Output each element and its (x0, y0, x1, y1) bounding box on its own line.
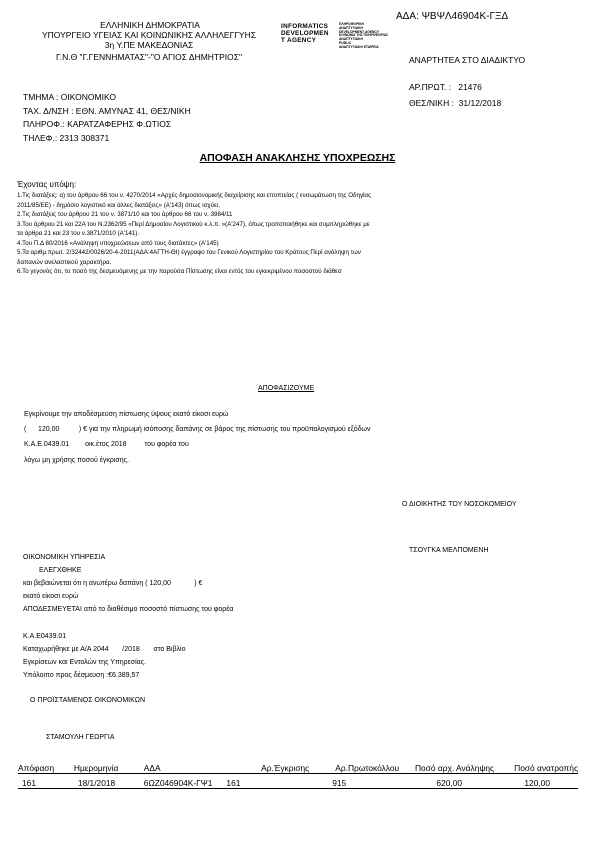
consideration-item: 2.Τις διατάξεις του άρθρου 21 του ν. 3871/10 και του άρθρου 66 του ν. 3984/11 (17, 211, 233, 218)
finance-service: ΟΙΚΟΝΟΜΙΚΗ ΥΠΗΡΕΣΙΑ (23, 554, 106, 561)
register-col-decision: Απόφαση (18, 763, 74, 774)
finance-amount-words: εκατό είκοσι ευρώ (23, 593, 79, 600)
decision-kae: Κ.Α.Ε.0439.01 (24, 441, 70, 448)
register-cell-date: 18/1/2018 (74, 774, 144, 789)
finance-checked: ΕΛΕΓΧΘΗΚΕ (39, 567, 82, 574)
register-col-initial-amount: Ποσό αρχ. Ανάληψης (399, 763, 494, 774)
finance-certify: και βεβαιώνεται ότι η ανωτέρω δαπάνη ( 120,00 ) € (23, 580, 203, 587)
finance-block (23, 551, 233, 616)
finance-head-name: ΣΤΑΜΟΥΛΗ ΓΕΩΡΓΙΑ (46, 734, 115, 741)
decision-year: οικ.έτος 2018 (85, 441, 127, 448)
finance-kae: Κ.Α.Ε0439.01 (23, 633, 67, 640)
register-cell-reversal-amount: 120,00 (494, 774, 578, 789)
address-line: ΤΑΧ. Δ/ΝΣΗ : ΕΘΝ. ΑΜΥΝΑΣ 41, ΘΕΣ/ΝΙΚΗ (23, 105, 191, 116)
register-col-reversal-amount: Ποσό ανατροπής (494, 763, 578, 774)
register-col-date: Ημερομηνία (74, 763, 144, 774)
decision-amount: 120,00 (38, 426, 60, 433)
register-cell-approval-no: 161 (212, 774, 309, 789)
document-title: ΑΠΟΦΑΣΗ ΑΝΑΚΛΗΣΗΣ ΥΠΟΧΡΕΩΣΗΣ (199, 152, 396, 164)
considerations-heading: Έχοντας υπόψη: (17, 180, 77, 189)
department-line: ΤΜΗΜΑ : ΟΙΚΟΝΟΜΙΚΟ (23, 92, 116, 102)
director-title: Ο ΔΙΟΙΚΗΤΗΣ ΤΟΥ ΝΟΣΟΚΟΜΕΙΟΥ (402, 501, 517, 508)
register-cell-protocol-no: 915 (309, 774, 399, 789)
org-line: Γ.Ν.Θ "Γ.ΓΕΝΝΗΜΑΤΑΣ"-"Ο ΑΓΙΟΣ ΔΗΜΗΤΡΙΟΣ" (55, 52, 243, 62)
register-col-ada: ΑΔΑ (144, 763, 213, 774)
document-date: ΘΕΣ/ΝΙΚΗ : 31/12/2018 (409, 98, 502, 108)
register-cell-decision: 161 (18, 774, 74, 789)
org-block (0, 20, 298, 62)
decision-line-budget (24, 440, 189, 450)
org-line: 3η Υ.ΠΕ ΜΑΚΕΔΟΝΙΑΣ (104, 40, 194, 50)
finance-book: Εγκρίσεων και Εντολών της Υπηρεσίας. (23, 659, 147, 666)
decision-line-reason: λόγω μη χρήσης ποσού έγκρισης. (24, 457, 129, 464)
ada-code: ΑΔΑ: ΨΒΨΛ46904Κ-ΓΞΔ (396, 11, 509, 22)
phone-line: ΤΗΛΕΦ.: 2313 308371 (23, 132, 110, 143)
consideration-item: 6.Το γεγονός ότι, το ποσό της δεσμευόμενης με την παρούσα Πίστωσης είναι εντός του εγκεκριμένου ποσοστού διάθεσ (17, 268, 342, 275)
posting-note: ΑΝΑΡΤΗΤΕΑ ΣΤΟ ΔΙΑΔΙΚΤΥΟ (409, 55, 526, 65)
department-info (23, 91, 191, 145)
consideration-item: 3.Του άρθρου 21 και 22Α του Ν.2362/95 «Περί Δημοσίου Λογιστικού κ.λ.π. »(Α'247), όπως τροποποιήθηκε και συμπληρώθηκε με (17, 220, 370, 228)
consideration-item: 5.Τα αριθμ.πρωτ. 2/32442/0026/20-4-2011(ΑΔΑ:4ΑΓΤΗ-ΘΙ) έγγραφο του Γενικού Λογιστηρίου του Κράτους Περί ανάληψη των (17, 249, 361, 256)
register-col-approval-no: Αρ.Έγκρισης (212, 763, 309, 774)
finance-balance: Υπόλοιπο προς δέσμευση :€6.389,57 (23, 672, 140, 679)
org-line: ΥΠΟΥΡΓΕΙΟ ΥΓΕΙΑΣ ΚΑΙ ΚΟΙΝΩΝΙΚΗΣ ΑΛΛΗΛΕΓΓΥΗΣ (41, 30, 256, 40)
register-cell-initial-amount: 620,00 (399, 774, 494, 789)
register-header-row (18, 763, 578, 774)
considerations-list (17, 191, 371, 277)
decision-entity: του φορέα του (144, 441, 189, 448)
informatics-logo: INFORMATICS DEVELOPMEN T AGENCY (281, 23, 329, 44)
consideration-item: τα άρθρα 21 και 23 του ν.3871/2010 (Α'141). (17, 230, 140, 237)
decision-line-amount: ( 120,00 ) € για την πληρωμή ισόποσης δαπάνης σε βάρος της πίστωσης του προϋπολογισμού εξόδων (24, 426, 371, 433)
decision-heading: ΑΠΟΦΑΣΙΖΟΥΜΕ (258, 385, 315, 392)
finance-registered: Καταχωρήθηκε με Α/Α 2044 /2018 στο Βιβλίο (23, 646, 186, 653)
register-table (18, 763, 578, 789)
decision-line-approval: Εγκρίνουμε την αποδέσμευση πίστωσης ύψους εκατό είκοσι ευρώ (24, 411, 229, 418)
consideration-item: 2011/85/ΕΕ) - δημόσιο λογιστικό και άλλες διατάξεις» (Α'143) όπως ισχύει. (17, 201, 220, 209)
org-line: ΕΛΛΗΝΙΚΗ ΔΗΜΟΚΡΑΤΙΑ (100, 20, 200, 30)
protocol-number: ΑΡ.ΠΡΩΤ. : 21476 (409, 82, 482, 92)
table-row (18, 774, 578, 789)
finance-release: ΑΠΟΔΕΣΜΕΥΕΤΑΙ από το διαθέσιμο ποσοστό πίστωσης του φορέα (23, 606, 234, 613)
consideration-item: δαπανών ανελαστικού χαρακτήρα. (17, 258, 112, 266)
consideration-item: 1.Τις διατάξεις: α) του άρθρου 66 του ν. 4270/2014 «Αρχές δημοσιονομικής διαχείρισης και εποπτείας ( ενσωμάτωση της Οδηγίας (17, 192, 371, 199)
director-name: ΤΣΟΥΓΚΑ ΜΕΛΠΟΜΕΝΗ (409, 547, 489, 554)
informatics-logo-greek: ΠΛΗΡΟΦΟΡΙΚΗ ΑΝΑΠΤΥΞΙΑΚΗ DEVELOPMENT AGENCY ΚΟΙΝΩΝΙΑ ΤΗΣ ΠΛΗΡΟΦΟΡΙΑΣ ΑΝΑΠΤΥΞΙΑΚΗ PUBLIC ΑΝΑΠΤΥΞΙΑΚΗ ΕΤΑΙΡΕΙΑ (339, 22, 389, 49)
finance-head-title: Ο ΠΡΟΪΣΤΑΜΕΝΟΣ ΟΙΚΟΝΟΜΙΚΩΝ (30, 697, 146, 704)
register-col-protocol-no: Αρ.Πρωτοκόλλου (309, 763, 399, 774)
register-cell-ada: 6ΩΖ046904Κ-ΓΨ1 (144, 774, 213, 789)
consideration-item: 4.Του Π.Δ 80/2016 «Ανάληψη υποχρεώσεων από τους διατάκτες» (Α'145) (17, 239, 219, 247)
contact-line: ΠΛΗΡΟΦ.: ΚΑΡΑΤΖΑΦΕΡΗΣ Φ.ΩΤΙΟΣ (23, 119, 172, 129)
finance-register-block (23, 630, 185, 682)
